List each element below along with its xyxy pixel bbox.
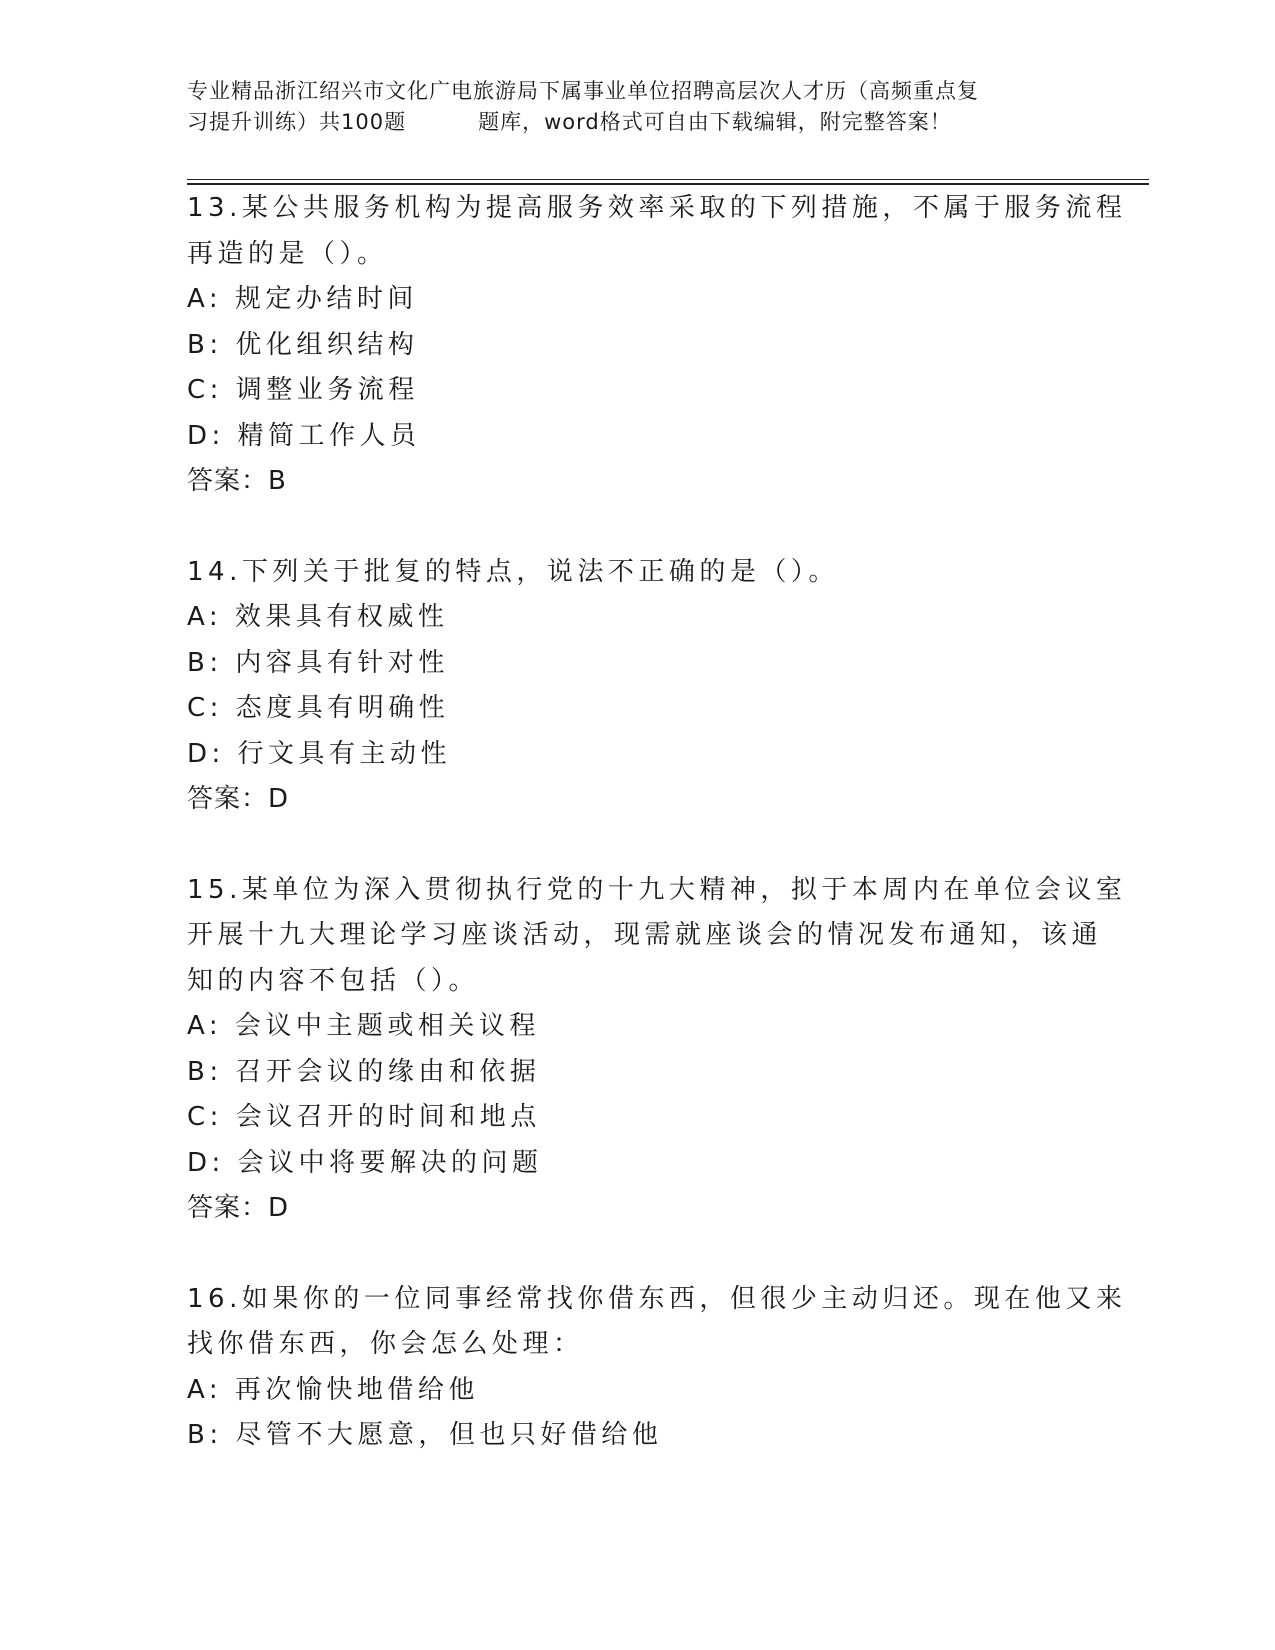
option-text: 调整业务流程: [235, 375, 419, 405]
question-14: [187, 550, 1087, 823]
header-line-2: [187, 107, 1087, 138]
option-label: C:: [187, 1102, 223, 1132]
option-text: 规定办结时间: [234, 284, 418, 314]
option-text: 会议中主题或相关议程: [234, 1011, 540, 1041]
question-stem-line: 13.某公共服务机构为提高服务效率采取的下列措施，不属于服务流程: [187, 193, 1127, 223]
option-label: C:: [187, 375, 223, 405]
option-label: D:: [187, 420, 225, 451]
option-text: 效果具有权威性: [234, 602, 449, 632]
option-a: [187, 277, 1087, 323]
option-label: B:: [187, 329, 223, 360]
option-b: [187, 323, 1087, 369]
option-c: [187, 1095, 1087, 1141]
option-label: A:: [187, 602, 223, 632]
option-b: [187, 1413, 1087, 1459]
option-a: [187, 1004, 1087, 1050]
option-label: A:: [187, 1374, 223, 1405]
question-stem-line: 14.下列关于批复的特点，说法不正确的是（）。: [187, 556, 839, 587]
answer-line: 答案：B: [187, 466, 287, 496]
option-c: [187, 368, 1087, 414]
question-stem-line: 再造的是（）。: [187, 238, 388, 269]
option-text: 召开会议的缘由和依据: [235, 1056, 541, 1087]
question-stem: [187, 186, 1127, 277]
header-line-1: 专业精品浙江绍兴市文化广电旅游局下属事业单位招聘高层次人才历（高频重点复: [187, 79, 979, 103]
option-d: [187, 1141, 1087, 1187]
header-line-2-part-1: 习提升训练）共100题: [187, 110, 407, 134]
option-text: 内容具有针对性: [235, 647, 449, 678]
question-stem: [187, 868, 1127, 1005]
option-b: [187, 1050, 1087, 1096]
option-label: B:: [187, 1420, 223, 1450]
header-rule-thin: [187, 179, 1149, 180]
question-stem-line: 知的内容不包括（）。: [187, 965, 480, 996]
option-text: 态度具有明确性: [235, 693, 450, 723]
question-stem-line: 16.如果你的一位同事经常找你借东西，但很少主动归还。现在他又来: [187, 1283, 1127, 1314]
option-d: [187, 732, 1087, 778]
question-16: [187, 1277, 1127, 1459]
option-text: 再次愉快地借给他: [234, 1374, 479, 1405]
question-13: [187, 186, 1127, 505]
header-rule-thick: [187, 183, 1149, 185]
question-stem: [187, 1277, 1127, 1368]
question-list: [187, 186, 1127, 1504]
option-text: 行文具有主动性: [237, 738, 452, 769]
option-text: 会议中将要解决的问题: [237, 1147, 543, 1178]
option-a: [187, 595, 1087, 641]
option-text: 优化组织结构: [235, 329, 419, 360]
option-label: A:: [187, 1011, 223, 1041]
option-a: [187, 1368, 1087, 1414]
question-stem-line: 找你借东西，你会怎么处理：: [187, 1329, 584, 1359]
option-label: A:: [187, 284, 223, 314]
question-stem-line: 15.某单位为深入贯彻执行党的十九大精神，拟于本周内在单位会议室: [187, 874, 1127, 905]
answer-line: 答案：D: [187, 784, 290, 814]
option-label: B:: [187, 1056, 223, 1087]
option-text: 精简工作人员: [237, 420, 421, 451]
question-15: [187, 868, 1127, 1232]
question-stem: [187, 550, 1087, 596]
answer-line: 答案：D: [187, 1193, 290, 1223]
option-d: [187, 414, 1087, 460]
option-text: 会议召开的时间和地点: [235, 1102, 541, 1132]
header-line-2-part-2: 题库，word格式可自由下载编辑，附完整答案！: [478, 110, 952, 134]
option-label: C:: [187, 693, 223, 723]
question-stem-line: 开展十九大理论学习座谈活动，现需就座谈会的情况发布通知，该通: [187, 920, 1103, 950]
option-label: B:: [187, 647, 223, 678]
option-text: 尽管不大愿意，但也只好借给他: [235, 1420, 663, 1450]
option-b: [187, 641, 1087, 687]
option-c: [187, 686, 1087, 732]
option-label: D:: [187, 738, 225, 769]
option-label: D:: [187, 1147, 225, 1178]
document-header: [187, 76, 1087, 138]
